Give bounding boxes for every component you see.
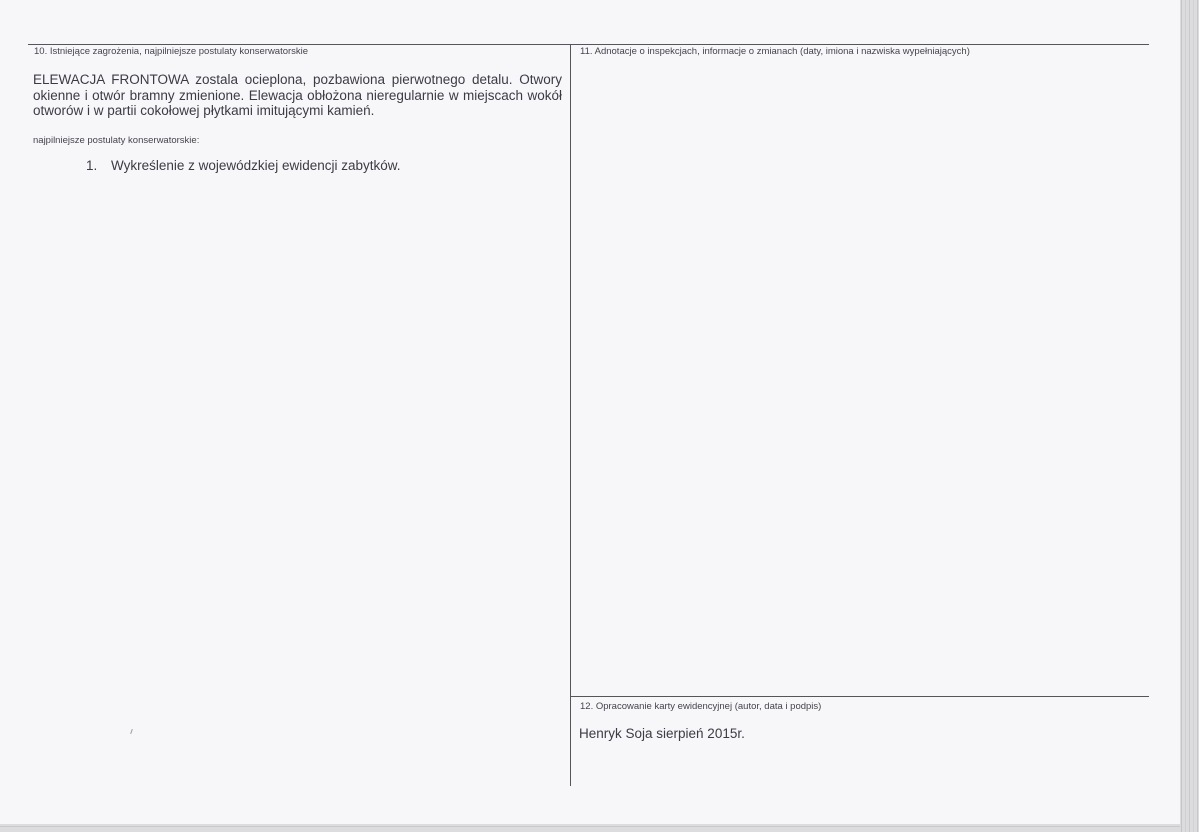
- postulates-list: [86, 158, 401, 173]
- column-divider: [570, 44, 571, 786]
- list-item-number: 1.: [86, 158, 98, 173]
- list-item-text: Wykreślenie z wojewódzkiej ewidencji zabytków.: [111, 158, 401, 173]
- section-11-label: 11. Adnotacje o inspekcjach, informacje o zmianach (daty, imiona i nazwiska wypełniających): [580, 46, 970, 57]
- stacked-page-edge: [1189, 0, 1190, 832]
- section-12-label: 12. Opracowanie karty ewidencyjnej (autor, data i podpis): [580, 701, 822, 712]
- section-10-description: ELEWACJA FRONTOWA zostala ocieplona, pozbawiona pierwotnego detalu. Otwory okienne i otwór bramny zmienione. Elewacja obłożona nieregularnie w miejscach wokół otworów i w partii cokołowej płytkami imitującymi kamień.: [33, 72, 562, 118]
- section-12-divider: [570, 696, 1149, 697]
- stacked-page-edge: [1185, 0, 1186, 832]
- postulates-label: najpilniejsze postulaty konserwatorskie:: [33, 135, 200, 146]
- sheet-bottom-edge: [0, 826, 1180, 827]
- section-10-label: 10. Istniejące zagrożenia, najpilniejsze postulaty konserwatorskie: [34, 46, 309, 57]
- author-signature-line: Henryk Soja sierpień 2015r.: [579, 726, 745, 741]
- stacked-page-edge: [1181, 0, 1182, 832]
- top-divider: [28, 44, 1149, 45]
- stacked-page-edge: [1197, 0, 1198, 832]
- stacked-page-edge: [1193, 0, 1194, 832]
- list-item: [86, 158, 401, 173]
